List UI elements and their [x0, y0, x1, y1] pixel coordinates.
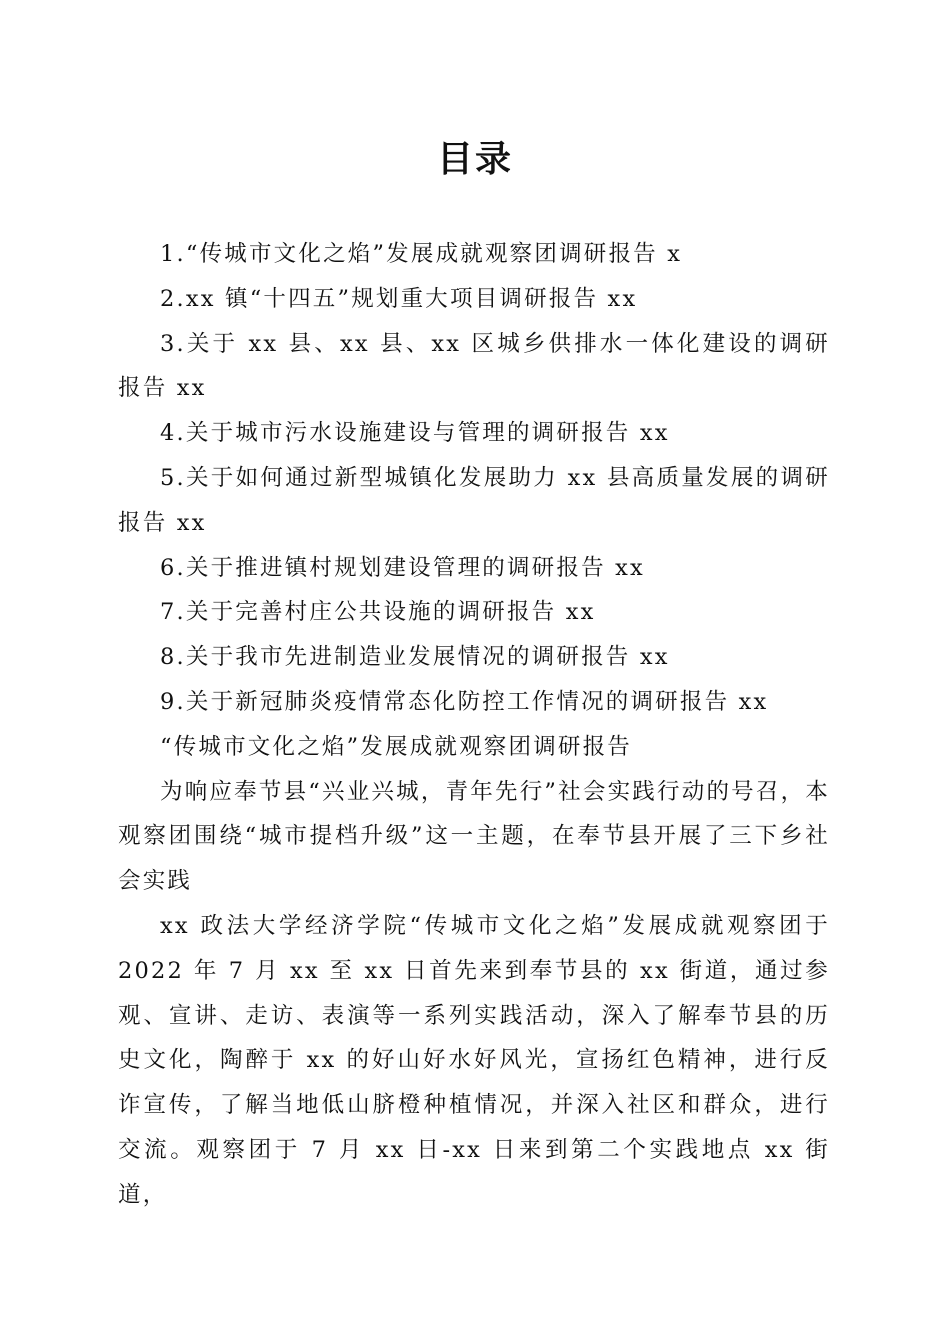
toc-item: 3.关于 xx 县、xx 县、xx 区城乡供排水一体化建设的调研报告 xx — [118, 330, 830, 402]
toc-item: 4.关于城市污水设施建设与管理的调研报告 xx — [160, 420, 670, 447]
report-content — [118, 725, 830, 1218]
toc-item: 8.关于我市先进制造业发展情况的调研报告 xx — [160, 644, 670, 671]
toc-item: 6.关于推进镇村规划建设管理的调研报告 xx — [160, 554, 645, 581]
toc-item: 1.“传城市文化之焰”发展成就观察团调研报告 x — [160, 241, 683, 267]
document-body — [118, 232, 830, 1218]
toc-item: 9.关于新冠肺炎疫情常态化防控工作情况的调研报告 xx — [160, 688, 769, 715]
toc-item: 7.关于完善村庄公共设施的调研报告 xx — [160, 599, 596, 626]
body-paragraph: xx 政法大学经济学院“传城市文化之焰”发展成就观察团于 2022 年 7 月 xx 至 xx 日首先来到奉节县的 xx 街道，通过参观、宣讲、走访、表演等一系列实践活动，深入了解奉节县的历史文化，陶醉于 xx 的好山好水好风光，宣扬红色精神，进行反诈宣传，了解当地低山脐橙种植情况，并深入社区和群众，进行交流。观察团于 7 月 xx 日-xx 日来到第二个实践地点 xx 街道， — [118, 912, 830, 1208]
table-of-contents — [118, 232, 830, 725]
toc-item: 2.xx 镇“十四五”规划重大项目调研报告 xx — [160, 285, 638, 312]
section-heading: “传城市文化之焰”发展成就观察团调研报告 — [160, 733, 633, 760]
body-paragraph: 为响应奉节县“兴业兴城，青年先行”社会实践行动的号召，本观察团围绕“城市提档升级”这一主题，在奉节县开展了三下乡社会实践 — [118, 778, 830, 895]
page-title: 目录 — [436, 138, 513, 180]
toc-item: 5.关于如何通过新型城镇化发展助力 xx 县高质量发展的调研报告 xx — [118, 464, 830, 536]
